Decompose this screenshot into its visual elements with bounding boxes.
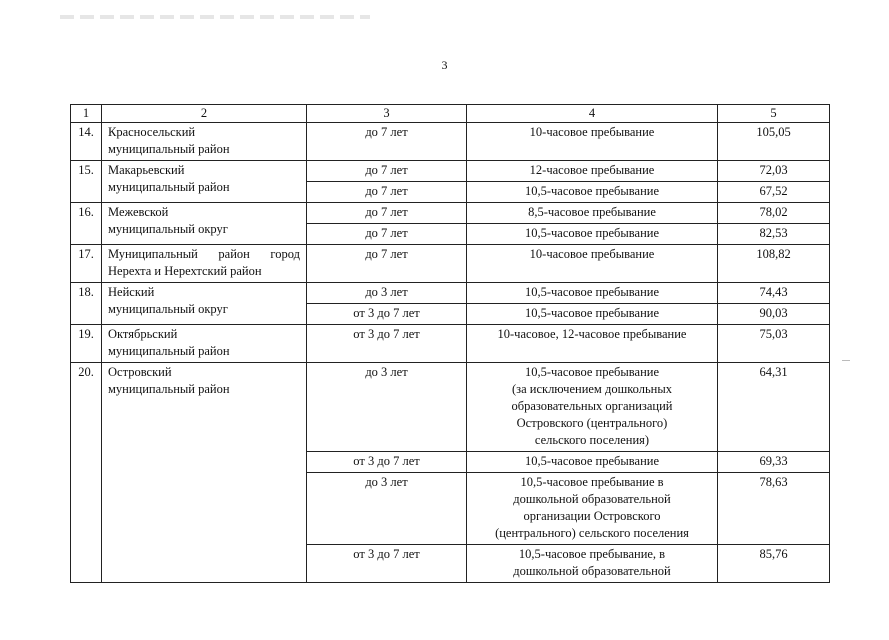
- municipality-name-line: муниципальный район: [108, 142, 230, 156]
- municipality-name-line: муниципальный район: [108, 344, 230, 358]
- age-group-cell: до 7 лет: [307, 224, 467, 245]
- rate-value-cell: 85,76: [718, 545, 830, 583]
- scan-artifact-mark: [842, 360, 850, 361]
- rate-value-cell: 82,53: [718, 224, 830, 245]
- municipality-name-line: муниципальный район: [108, 382, 230, 396]
- rate-value-cell: 74,43: [718, 283, 830, 304]
- age-group-cell: до 3 лет: [307, 283, 467, 304]
- municipality-name-line: Нерехта и Нерехтский район: [108, 264, 262, 278]
- stay-mode-cell: 10,5-часовое пребывание, в дошкольной образовательной: [467, 545, 718, 583]
- header-cell-1: 1: [71, 105, 102, 123]
- stay-mode-cell: 12-часовое пребывание: [467, 161, 718, 182]
- municipality-cell: [102, 363, 307, 583]
- rate-value-cell: 67,52: [718, 182, 830, 203]
- age-group-cell: до 7 лет: [307, 245, 467, 283]
- stay-mode-cell: 10-часовое пребывание: [467, 123, 718, 161]
- row-number: 15.: [71, 161, 102, 203]
- age-group-cell: от 3 до 7 лет: [307, 452, 467, 473]
- age-group-cell: до 7 лет: [307, 182, 467, 203]
- age-group-cell: до 7 лет: [307, 161, 467, 182]
- municipality-name-line: Макарьевский: [108, 163, 185, 177]
- stay-mode-cell: 10,5-часовое пребывание (за исключением дошкольных образовательных организаций Островского (центрального) сельского поселения): [467, 363, 718, 452]
- municipality-cell: [102, 325, 307, 363]
- rate-value-cell: 69,33: [718, 452, 830, 473]
- table-row: [71, 363, 830, 452]
- municipality-name-line: муниципальный округ: [108, 302, 228, 316]
- municipality-cell: [102, 161, 307, 203]
- table-row: [71, 123, 830, 161]
- row-number: 16.: [71, 203, 102, 245]
- municipality-name-line: Муниципальный район город: [108, 247, 300, 261]
- age-group-cell: от 3 до 7 лет: [307, 325, 467, 363]
- age-group-cell: от 3 до 7 лет: [307, 304, 467, 325]
- municipality-name-line: Красносельский: [108, 125, 196, 139]
- stay-mode-cell: 10-часовое пребывание: [467, 245, 718, 283]
- stay-mode-cell: 10-часовое, 12-часовое пребывание: [467, 325, 718, 363]
- municipality-name-line: муниципальный округ: [108, 222, 228, 236]
- stay-mode-cell: 10,5-часовое пребывание: [467, 452, 718, 473]
- stay-mode-cell: 10,5-часовое пребывание в дошкольной образовательной организации Островского (центрального) сельского поселения: [467, 473, 718, 545]
- table-row: [71, 325, 830, 363]
- age-group-cell: до 7 лет: [307, 123, 467, 161]
- header-cell-2: 2: [102, 105, 307, 123]
- rate-value-cell: 64,31: [718, 363, 830, 452]
- stay-mode-cell: 10,5-часовое пребывание: [467, 224, 718, 245]
- municipality-cell: [102, 203, 307, 245]
- rate-value-cell: 78,02: [718, 203, 830, 224]
- scan-artifact: [60, 15, 370, 19]
- stay-mode-cell: 10,5-часовое пребывание: [467, 304, 718, 325]
- rate-value-cell: 108,82: [718, 245, 830, 283]
- rate-value-cell: 105,05: [718, 123, 830, 161]
- header-cell-5: 5: [718, 105, 830, 123]
- rate-value-cell: 78,63: [718, 473, 830, 545]
- municipality-cell: [102, 245, 307, 283]
- stay-mode-cell: 10,5-часовое пребывание: [467, 283, 718, 304]
- table-row: [71, 203, 830, 224]
- stay-mode-cell: 8,5-часовое пребывание: [467, 203, 718, 224]
- rate-value-cell: 72,03: [718, 161, 830, 182]
- header-row: [71, 105, 830, 123]
- table-body: [71, 105, 830, 583]
- municipality-name-line: Октябрьский: [108, 327, 178, 341]
- age-group-cell: до 3 лет: [307, 473, 467, 545]
- municipality-name-line: муниципальный район: [108, 180, 230, 194]
- header-cell-3: 3: [307, 105, 467, 123]
- page-number: 3: [441, 58, 448, 72]
- age-group-cell: до 7 лет: [307, 203, 467, 224]
- municipality-cell: [102, 123, 307, 161]
- row-number: 20.: [71, 363, 102, 583]
- municipality-name-line: Островский: [108, 365, 172, 379]
- table-row: [71, 245, 830, 283]
- row-number: 14.: [71, 123, 102, 161]
- age-group-cell: от 3 до 7 лет: [307, 545, 467, 583]
- row-number: 19.: [71, 325, 102, 363]
- row-number: 17.: [71, 245, 102, 283]
- rate-value-cell: 75,03: [718, 325, 830, 363]
- municipality-cell: [102, 283, 307, 325]
- row-number: 18.: [71, 283, 102, 325]
- table-row: [71, 161, 830, 182]
- table-row: [71, 283, 830, 304]
- age-group-cell: до 3 лет: [307, 363, 467, 452]
- rate-value-cell: 90,03: [718, 304, 830, 325]
- municipality-name-line: Межевской: [108, 205, 169, 219]
- header-cell-4: 4: [467, 105, 718, 123]
- stay-mode-cell: 10,5-часовое пребывание: [467, 182, 718, 203]
- municipality-name-line: Нейский: [108, 285, 155, 299]
- rates-table: [70, 104, 830, 583]
